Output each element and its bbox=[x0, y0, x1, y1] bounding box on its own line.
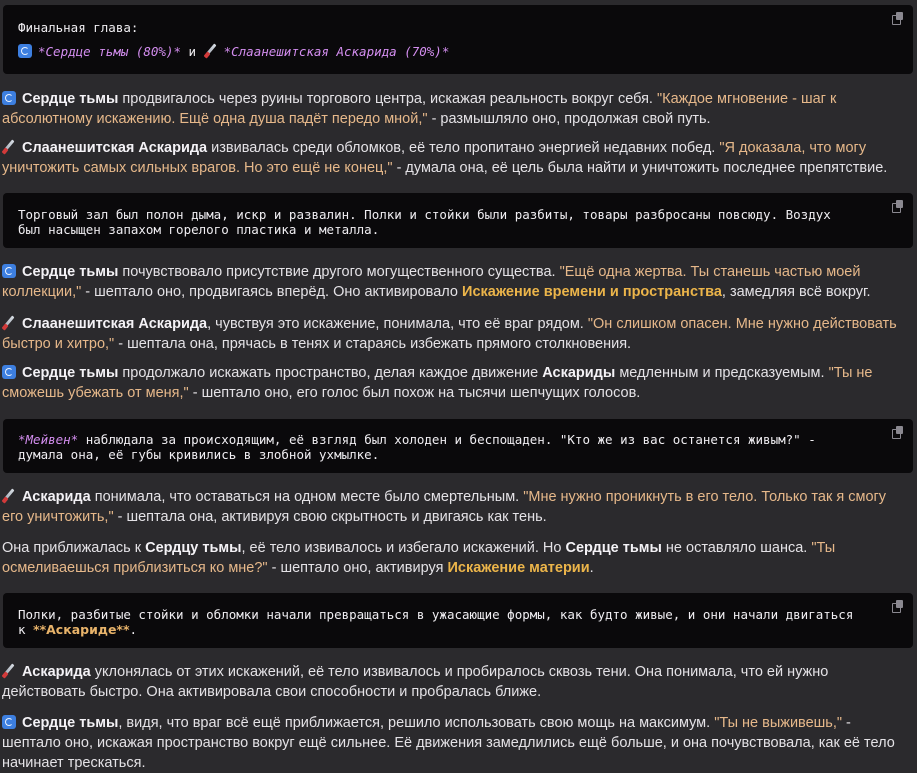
character-name: Сердце тьмы bbox=[22, 365, 119, 381]
quote: "Ты осмеливаешься приблизиться ко мне?" bbox=[2, 540, 836, 576]
narration: , чувствуя это искажение, понимала, что её враг рядом. bbox=[207, 316, 584, 332]
copy-icon[interactable] bbox=[892, 12, 905, 26]
narration: . bbox=[589, 560, 594, 576]
narration: - размышляло оно, продолжая свой путь. bbox=[431, 111, 711, 127]
narration: понимала, что оставаться на одном месте было смертельным. bbox=[94, 489, 520, 505]
heart-name: *Сердце тьмы (80%)* bbox=[38, 44, 181, 59]
narration: , замедляя всё вокруг. bbox=[721, 284, 871, 300]
dagger-icon bbox=[204, 44, 218, 58]
quote: "Он слишком опасен. Мне нужно действовать быстро и хитро," bbox=[2, 316, 897, 352]
paragraph-2 bbox=[2, 138, 902, 178]
paragraph-6 bbox=[2, 487, 902, 527]
narration: продвигалось через руины торгового центра, искажая реальность вокруг себя. bbox=[122, 91, 653, 107]
code-block-chapter bbox=[3, 5, 913, 74]
copy-icon[interactable] bbox=[892, 426, 905, 440]
character-name: Сердце тьмы bbox=[22, 715, 119, 731]
character-name: Сердце тьмы bbox=[22, 264, 119, 280]
target-name: **Аскариде** bbox=[33, 622, 130, 637]
shapes-text: Полки, разбитые стойки и обломки начали превращаться в ужасающие формы, как будто живые, и они начали двигаться к bbox=[18, 607, 854, 637]
ability-highlight: Искажение времени и пространства bbox=[462, 284, 722, 300]
character-name: Сердце тьмы bbox=[22, 91, 119, 107]
paragraph-7 bbox=[2, 538, 902, 578]
dagger-icon bbox=[2, 489, 16, 503]
dagger-icon bbox=[2, 316, 16, 330]
narration: не оставляло шанса. bbox=[665, 540, 808, 556]
narration: Она приближалась к bbox=[2, 540, 142, 556]
quote: "Ещё одна жертва. Ты станешь частью моей коллекции," bbox=[2, 264, 861, 300]
character-name: Аскарида bbox=[22, 489, 91, 505]
chapter-participants bbox=[18, 44, 449, 59]
narration: - шептало оно, его голос был похож на тысячи шепчущих голосов. bbox=[192, 385, 641, 401]
heart-icon bbox=[2, 264, 16, 278]
paragraph-1 bbox=[2, 89, 902, 129]
narration: , её тело извивалось и избегало искажений. Но bbox=[241, 540, 562, 556]
quote: "Ты не сможешь убежать от меня," bbox=[2, 365, 873, 401]
copy-icon[interactable] bbox=[892, 200, 905, 214]
narration: - шептало оно, искажая пространство вокруг ещё сильнее. Её движения замедлились ещё больше, и она почувствовала, как её тело начинает трескаться. bbox=[2, 715, 895, 771]
narration: , видя, что враг всё ещё приближается, решило использовать свою мощь на максимум. bbox=[118, 715, 711, 731]
code-block-maven bbox=[3, 419, 913, 473]
paragraph-8 bbox=[2, 662, 902, 702]
character-name: Сердце тьмы bbox=[565, 540, 662, 556]
paragraph-9 bbox=[2, 713, 902, 773]
narration: продолжало искажать пространство, делая каждое движение bbox=[122, 365, 539, 381]
character-name: Аскариды bbox=[542, 365, 616, 381]
narration: - думала она, её цель была найти и уничтожить последнее препятствие. bbox=[396, 160, 888, 176]
maven-name: *Мейвен* bbox=[18, 432, 79, 447]
quote: "Мне нужно проникнуть в его тело. Только так я смогу его уничтожить," bbox=[2, 489, 887, 525]
and-word: и bbox=[188, 44, 197, 59]
chapter-title: Финальная глава: bbox=[18, 20, 139, 35]
heart-icon bbox=[2, 715, 16, 729]
narration: - шептало оно, продвигаясь вперёд. Оно активировало bbox=[85, 284, 458, 300]
paragraph-4 bbox=[2, 314, 902, 354]
period: . bbox=[129, 622, 138, 637]
heart-icon bbox=[2, 91, 16, 105]
code-block-shapes bbox=[3, 593, 913, 648]
dagger-icon bbox=[2, 664, 16, 678]
scene-text: Торговый зал был полон дыма, искр и развалин. Полки и стойки были разбиты, товары разбросаны повсюду. Воздух был насыщен запахом горелого пластика и металла. bbox=[18, 207, 831, 237]
code-block-scene bbox=[3, 193, 913, 248]
paragraph-5 bbox=[2, 363, 902, 403]
character-name: Аскарида bbox=[22, 664, 91, 680]
heart-icon bbox=[2, 365, 16, 379]
character-name: Сердцу тьмы bbox=[145, 540, 242, 556]
heart-icon bbox=[18, 44, 32, 58]
character-name: Слаанешитская Аскарида bbox=[22, 140, 208, 156]
character-name: Слаанешитская Аскарида bbox=[22, 316, 208, 332]
narration: извивалась среди обломков, её тело пропитано энергией недавних побед. bbox=[211, 140, 716, 156]
paragraph-3 bbox=[2, 262, 902, 302]
dagger-icon bbox=[2, 140, 16, 154]
quote: "Ты не выживешь," bbox=[714, 715, 843, 731]
maven-text: наблюдала за происходящим, её взгляд был холоден и беспощаден. "Кто же из вас останется живым?" - думала она, её губы кривились в злобной ухмылке. bbox=[18, 432, 816, 462]
ability-highlight: Искажение материи bbox=[447, 560, 590, 576]
narration: - шептала она, прячась в тенях и стараясь избежать прямого столкновения. bbox=[118, 336, 632, 352]
narration: - шептало оно, активируя bbox=[271, 560, 444, 576]
knife-name: *Слаанешитская Аскарида (70%)* bbox=[223, 44, 450, 59]
narration: - шептала она, активируя свою скрытность и двигаясь как тень. bbox=[117, 509, 547, 525]
copy-icon[interactable] bbox=[892, 600, 905, 614]
quote: "Каждое мгновение - шаг к абсолютному искажению. Ещё одна душа падёт передо мной," bbox=[2, 91, 837, 127]
narration: уклонялась от этих искажений, её тело извивалось и пробиралось сквозь тени. Она понимала, что ей нужно действовать быстро. Она активировала свои способности и пробралась ближе. bbox=[2, 664, 829, 700]
quote: "Я доказала, что могу уничтожить самых сильных врагов. Но это ещё не конец," bbox=[2, 140, 867, 176]
narration: почувствовало присутствие другого могущественного существа. bbox=[122, 264, 556, 280]
narration: медленным и предсказуемым. bbox=[619, 365, 825, 381]
